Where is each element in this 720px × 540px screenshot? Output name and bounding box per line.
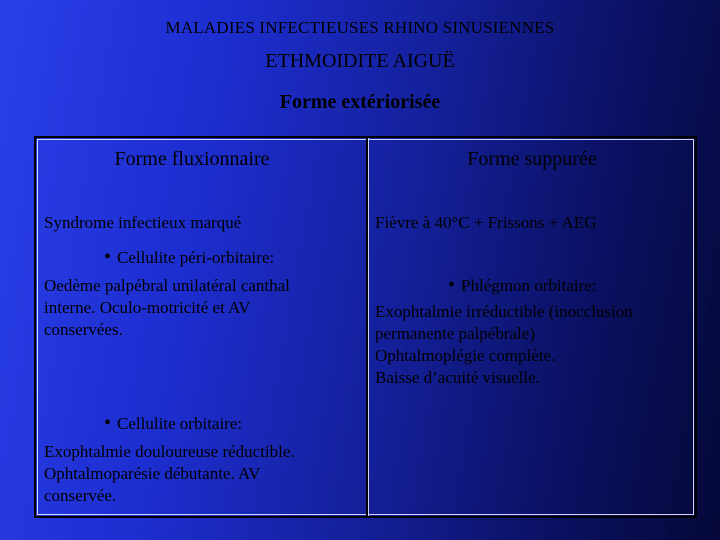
slide-subtitle: ETHMOIDITE AIGUË — [265, 50, 455, 72]
bullet-title: Cellulite orbitaire: — [117, 414, 243, 433]
left-column-heading: Forme fluxionnaire — [114, 148, 270, 170]
text-line: conservée. — [44, 486, 117, 505]
text-line: Exophtalmie irréductible (inocclusion — [375, 302, 633, 321]
comparison-table — [34, 136, 697, 518]
left-intro: Syndrome infectieux marqué — [44, 213, 242, 232]
text-line: interne. Oculo-motricité et AV — [44, 298, 251, 317]
text-line: Ophtalmoplégie complète. — [375, 346, 556, 365]
text-line: Baisse d’acuité visuelle. — [375, 368, 540, 387]
text-line: Oedème palpébral unilatéral canthal — [44, 276, 290, 295]
right-intro: Fièvre à 40°C + Frissons + AEG — [375, 213, 597, 232]
right-column-heading: Forme suppurée — [467, 148, 597, 170]
bullet-icon: • — [448, 274, 456, 296]
left-bullet-2 — [44, 412, 364, 507]
left-bullet-1 — [44, 246, 364, 341]
text-line: permanente palpébrale) — [375, 324, 535, 343]
right-bullet-1 — [375, 274, 693, 389]
bullet-title: Phlégmon orbitaire: — [461, 276, 597, 295]
section-heading: Forme extériorisée — [279, 91, 441, 113]
bullet-icon: • — [104, 246, 112, 268]
bullet-title: Cellulite péri-orbitaire: — [117, 248, 275, 267]
bullet-icon: • — [104, 412, 112, 434]
text-line: Exophtalmie douloureuse réductible. — [44, 442, 295, 461]
column-divider — [366, 138, 368, 516]
slide-title: MALADIES INFECTIEUSES RHINO SINUSIENNES — [165, 18, 555, 37]
text-line: conservées. — [44, 320, 123, 339]
text-line: Ophtalmoparésie débutante. AV — [44, 464, 261, 483]
